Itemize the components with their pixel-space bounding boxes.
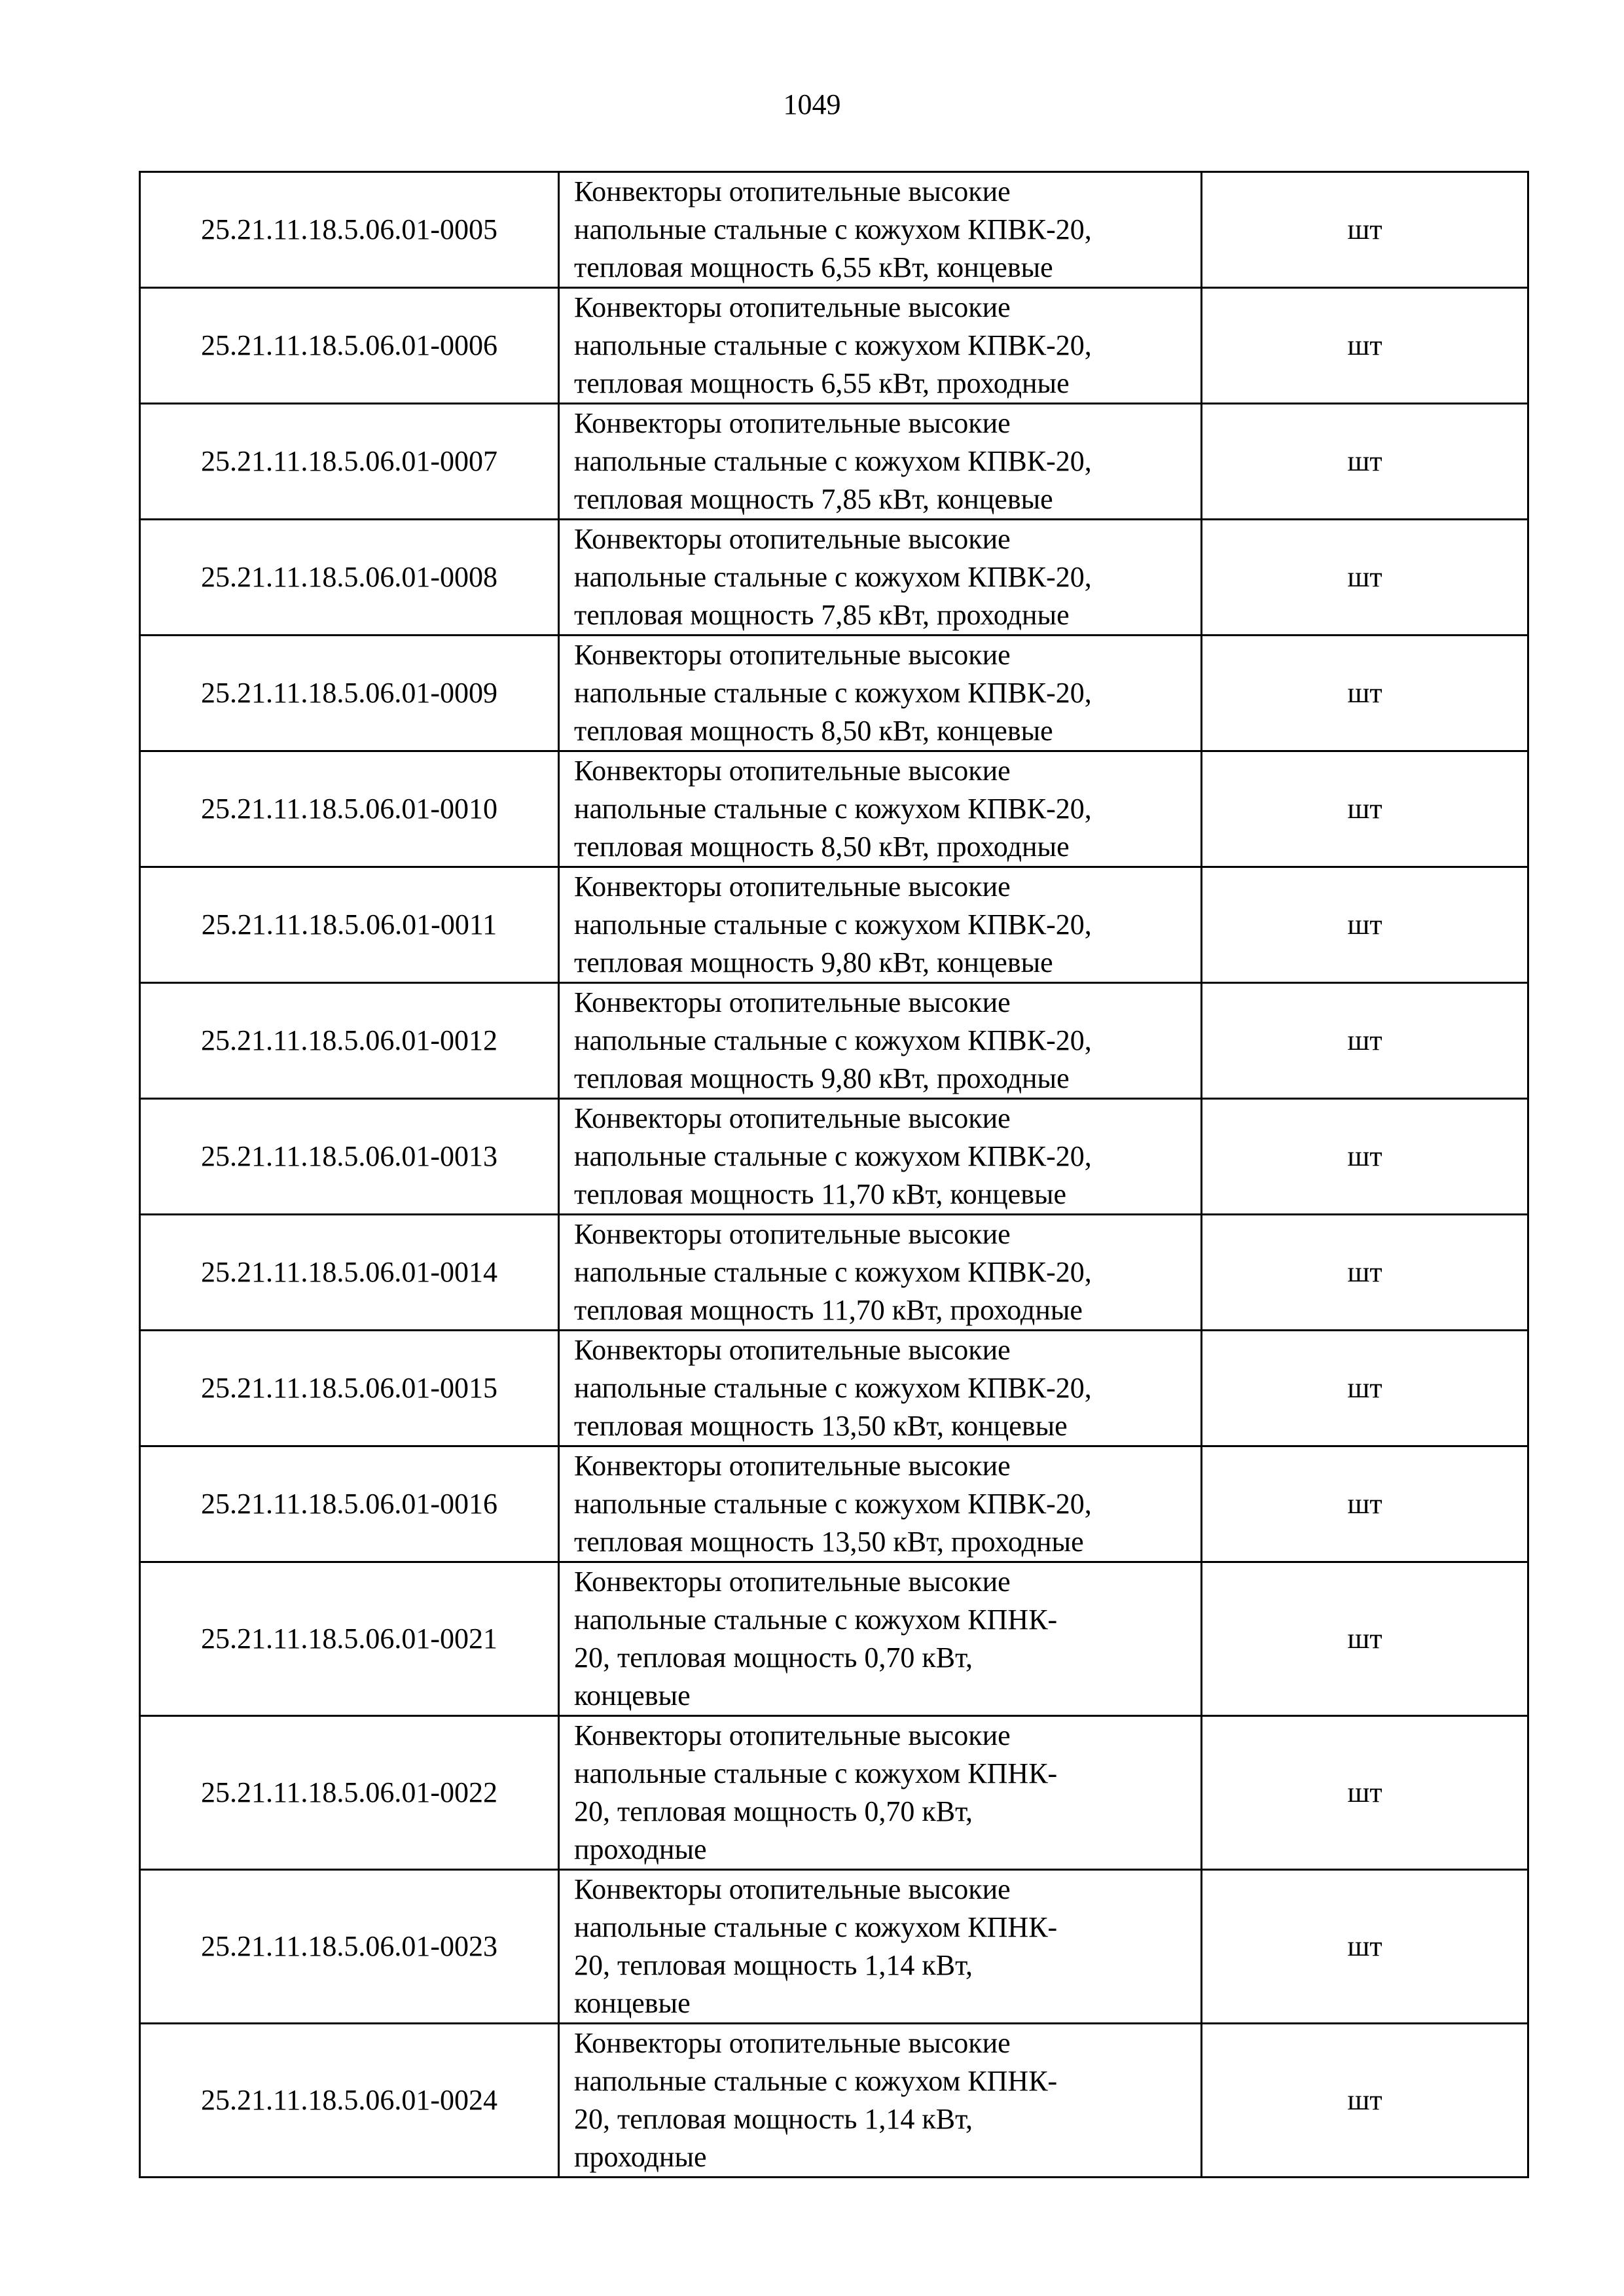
resource-unit: шт	[1202, 751, 1528, 867]
resource-code: 25.21.11.18.5.06.01-0022	[140, 1716, 559, 1870]
table-row	[140, 1562, 1528, 1716]
page-number: 1049	[783, 88, 841, 120]
resource-code: 25.21.11.18.5.06.01-0007	[140, 404, 559, 520]
resource-code: 25.21.11.18.5.06.01-0015	[140, 1331, 559, 1446]
table-row	[140, 1215, 1528, 1331]
resource-unit: шт	[1202, 404, 1528, 520]
resource-unit: шт	[1202, 288, 1528, 404]
resource-description: Конвекторы отопительные высокие напольные стальные с кожухом КПВК-20, тепловая мощность 13,50 кВт, концевые	[559, 1331, 1202, 1446]
resource-unit: шт	[1202, 1870, 1528, 2024]
resource-unit: шт	[1202, 983, 1528, 1099]
table-row	[140, 172, 1528, 288]
resource-code: 25.21.11.18.5.06.01-0006	[140, 288, 559, 404]
resource-description: Конвекторы отопительные высокие напольные стальные с кожухом КПВК-20, тепловая мощность 7,85 кВт, проходные	[559, 520, 1202, 636]
resource-unit: шт	[1202, 1099, 1528, 1215]
resource-code: 25.21.11.18.5.06.01-0010	[140, 751, 559, 867]
table-row	[140, 520, 1528, 636]
resource-table	[139, 171, 1529, 2178]
resource-unit: шт	[1202, 2024, 1528, 2178]
resource-code: 25.21.11.18.5.06.01-0013	[140, 1099, 559, 1215]
resource-unit: шт	[1202, 636, 1528, 751]
resource-description: Конвекторы отопительные высокие напольные стальные с кожухом КПВК-20, тепловая мощность 8,50 кВт, проходные	[559, 751, 1202, 867]
table-row	[140, 636, 1528, 751]
resource-code: 25.21.11.18.5.06.01-0021	[140, 1562, 559, 1716]
table-row	[140, 867, 1528, 983]
resource-unit: шт	[1202, 867, 1528, 983]
resource-description: Конвекторы отопительные высокие напольные стальные с кожухом КПВК-20, тепловая мощность 8,50 кВт, концевые	[559, 636, 1202, 751]
resource-description: Конвекторы отопительные высокие напольные стальные с кожухом КПНК- 20, тепловая мощность 1,14 кВт, концевые	[559, 1870, 1202, 2024]
resource-code: 25.21.11.18.5.06.01-0024	[140, 2024, 559, 2178]
resource-description: Конвекторы отопительные высокие напольные стальные с кожухом КПВК-20, тепловая мощность 6,55 кВт, концевые	[559, 172, 1202, 288]
resource-description: Конвекторы отопительные высокие напольные стальные с кожухом КПВК-20, тепловая мощность 9,80 кВт, концевые	[559, 867, 1202, 983]
resource-unit: шт	[1202, 520, 1528, 636]
resource-description: Конвекторы отопительные высокие напольные стальные с кожухом КПВК-20, тепловая мощность 9,80 кВт, проходные	[559, 983, 1202, 1099]
table-row	[140, 1716, 1528, 1870]
resource-description: Конвекторы отопительные высокие напольные стальные с кожухом КПНК- 20, тепловая мощность 0,70 кВт, проходные	[559, 1716, 1202, 1870]
resource-code: 25.21.11.18.5.06.01-0005	[140, 172, 559, 288]
table-row	[140, 404, 1528, 520]
resource-unit: шт	[1202, 1716, 1528, 1870]
resource-description: Конвекторы отопительные высокие напольные стальные с кожухом КПНК- 20, тепловая мощность 0,70 кВт, концевые	[559, 1562, 1202, 1716]
resource-unit: шт	[1202, 1331, 1528, 1446]
resource-code: 25.21.11.18.5.06.01-0016	[140, 1446, 559, 1562]
resource-unit: шт	[1202, 1562, 1528, 1716]
resource-description: Конвекторы отопительные высокие напольные стальные с кожухом КПВК-20, тепловая мощность 7,85 кВт, концевые	[559, 404, 1202, 520]
resource-description: Конвекторы отопительные высокие напольные стальные с кожухом КПВК-20, тепловая мощность 13,50 кВт, проходные	[559, 1446, 1202, 1562]
table-row	[140, 2024, 1528, 2178]
table-row	[140, 751, 1528, 867]
table-row	[140, 1870, 1528, 2024]
table-row	[140, 1331, 1528, 1446]
resource-code: 25.21.11.18.5.06.01-0011	[140, 867, 559, 983]
resource-description: Конвекторы отопительные высокие напольные стальные с кожухом КПВК-20, тепловая мощность 11,70 кВт, проходные	[559, 1215, 1202, 1331]
resource-description: Конвекторы отопительные высокие напольные стальные с кожухом КПВК-20, тепловая мощность 6,55 кВт, проходные	[559, 288, 1202, 404]
table-row	[140, 288, 1528, 404]
resource-code: 25.21.11.18.5.06.01-0014	[140, 1215, 559, 1331]
resource-description: Конвекторы отопительные высокие напольные стальные с кожухом КПВК-20, тепловая мощность 11,70 кВт, концевые	[559, 1099, 1202, 1215]
resource-code: 25.21.11.18.5.06.01-0012	[140, 983, 559, 1099]
resource-unit: шт	[1202, 1215, 1528, 1331]
resource-code: 25.21.11.18.5.06.01-0009	[140, 636, 559, 751]
table-row	[140, 1099, 1528, 1215]
resource-unit: шт	[1202, 1446, 1528, 1562]
resource-description: Конвекторы отопительные высокие напольные стальные с кожухом КПНК- 20, тепловая мощность 1,14 кВт, проходные	[559, 2024, 1202, 2178]
resource-unit: шт	[1202, 172, 1528, 288]
resource-code: 25.21.11.18.5.06.01-0023	[140, 1870, 559, 2024]
table-row	[140, 983, 1528, 1099]
table-row	[140, 1446, 1528, 1562]
resource-code: 25.21.11.18.5.06.01-0008	[140, 520, 559, 636]
